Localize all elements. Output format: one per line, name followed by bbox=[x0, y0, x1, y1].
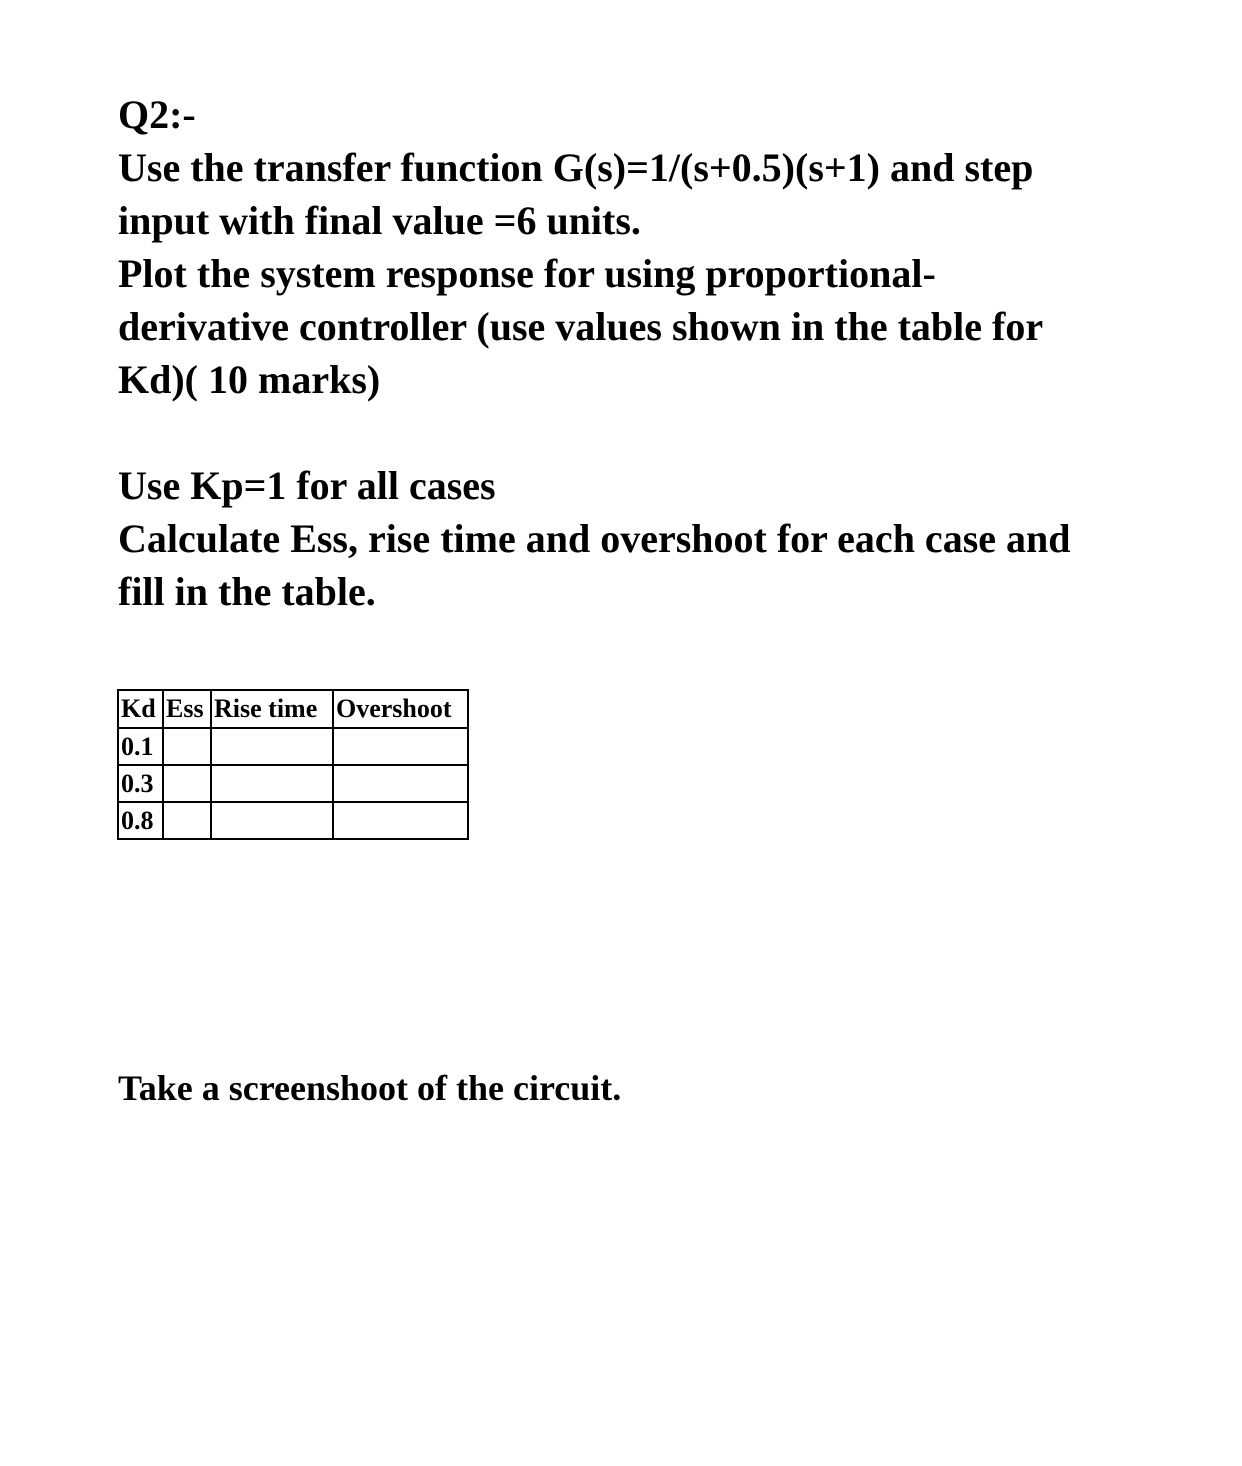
question-line: Kd)( 10 marks) bbox=[118, 357, 381, 402]
cell-rise-time bbox=[211, 765, 333, 802]
footer-instruction: Take a screenshoot of the circuit. bbox=[118, 1068, 622, 1108]
cell-rise-time bbox=[211, 802, 333, 839]
table-row bbox=[118, 802, 468, 839]
instruction-line: fill in the table. bbox=[118, 569, 376, 614]
results-table bbox=[117, 689, 469, 840]
header-rise-time: Rise time bbox=[211, 690, 333, 728]
spacer bbox=[118, 406, 1198, 459]
table-row bbox=[118, 728, 468, 765]
question-line: derivative controller (use values shown in the table for bbox=[118, 304, 1044, 349]
question-block bbox=[118, 88, 1198, 618]
cell-ess bbox=[163, 802, 211, 839]
question-line: Plot the system response for using proportional- bbox=[118, 251, 936, 296]
cell-overshoot bbox=[333, 728, 468, 765]
cell-kd: 0.1 bbox=[118, 728, 163, 765]
cell-ess bbox=[163, 728, 211, 765]
cell-overshoot bbox=[333, 802, 468, 839]
table-header-row bbox=[118, 690, 468, 728]
header-overshoot: Overshoot bbox=[333, 690, 468, 728]
question-heading: Q2:- bbox=[118, 92, 196, 137]
cell-kd: 0.3 bbox=[118, 765, 163, 802]
cell-ess bbox=[163, 765, 211, 802]
header-kd: Kd bbox=[118, 690, 163, 728]
cell-overshoot bbox=[333, 765, 468, 802]
instruction-line: Calculate Ess, rise time and overshoot for each case and bbox=[118, 516, 1071, 561]
cell-rise-time bbox=[211, 728, 333, 765]
table-row bbox=[118, 765, 468, 802]
question-line: Use the transfer function G(s)=1/(s+0.5)(s+1) and step bbox=[118, 145, 1034, 190]
instruction-line: Use Kp=1 for all cases bbox=[118, 463, 496, 508]
header-ess: Ess bbox=[163, 690, 211, 728]
cell-kd: 0.8 bbox=[118, 802, 163, 839]
question-line: input with final value =6 units. bbox=[118, 198, 641, 243]
